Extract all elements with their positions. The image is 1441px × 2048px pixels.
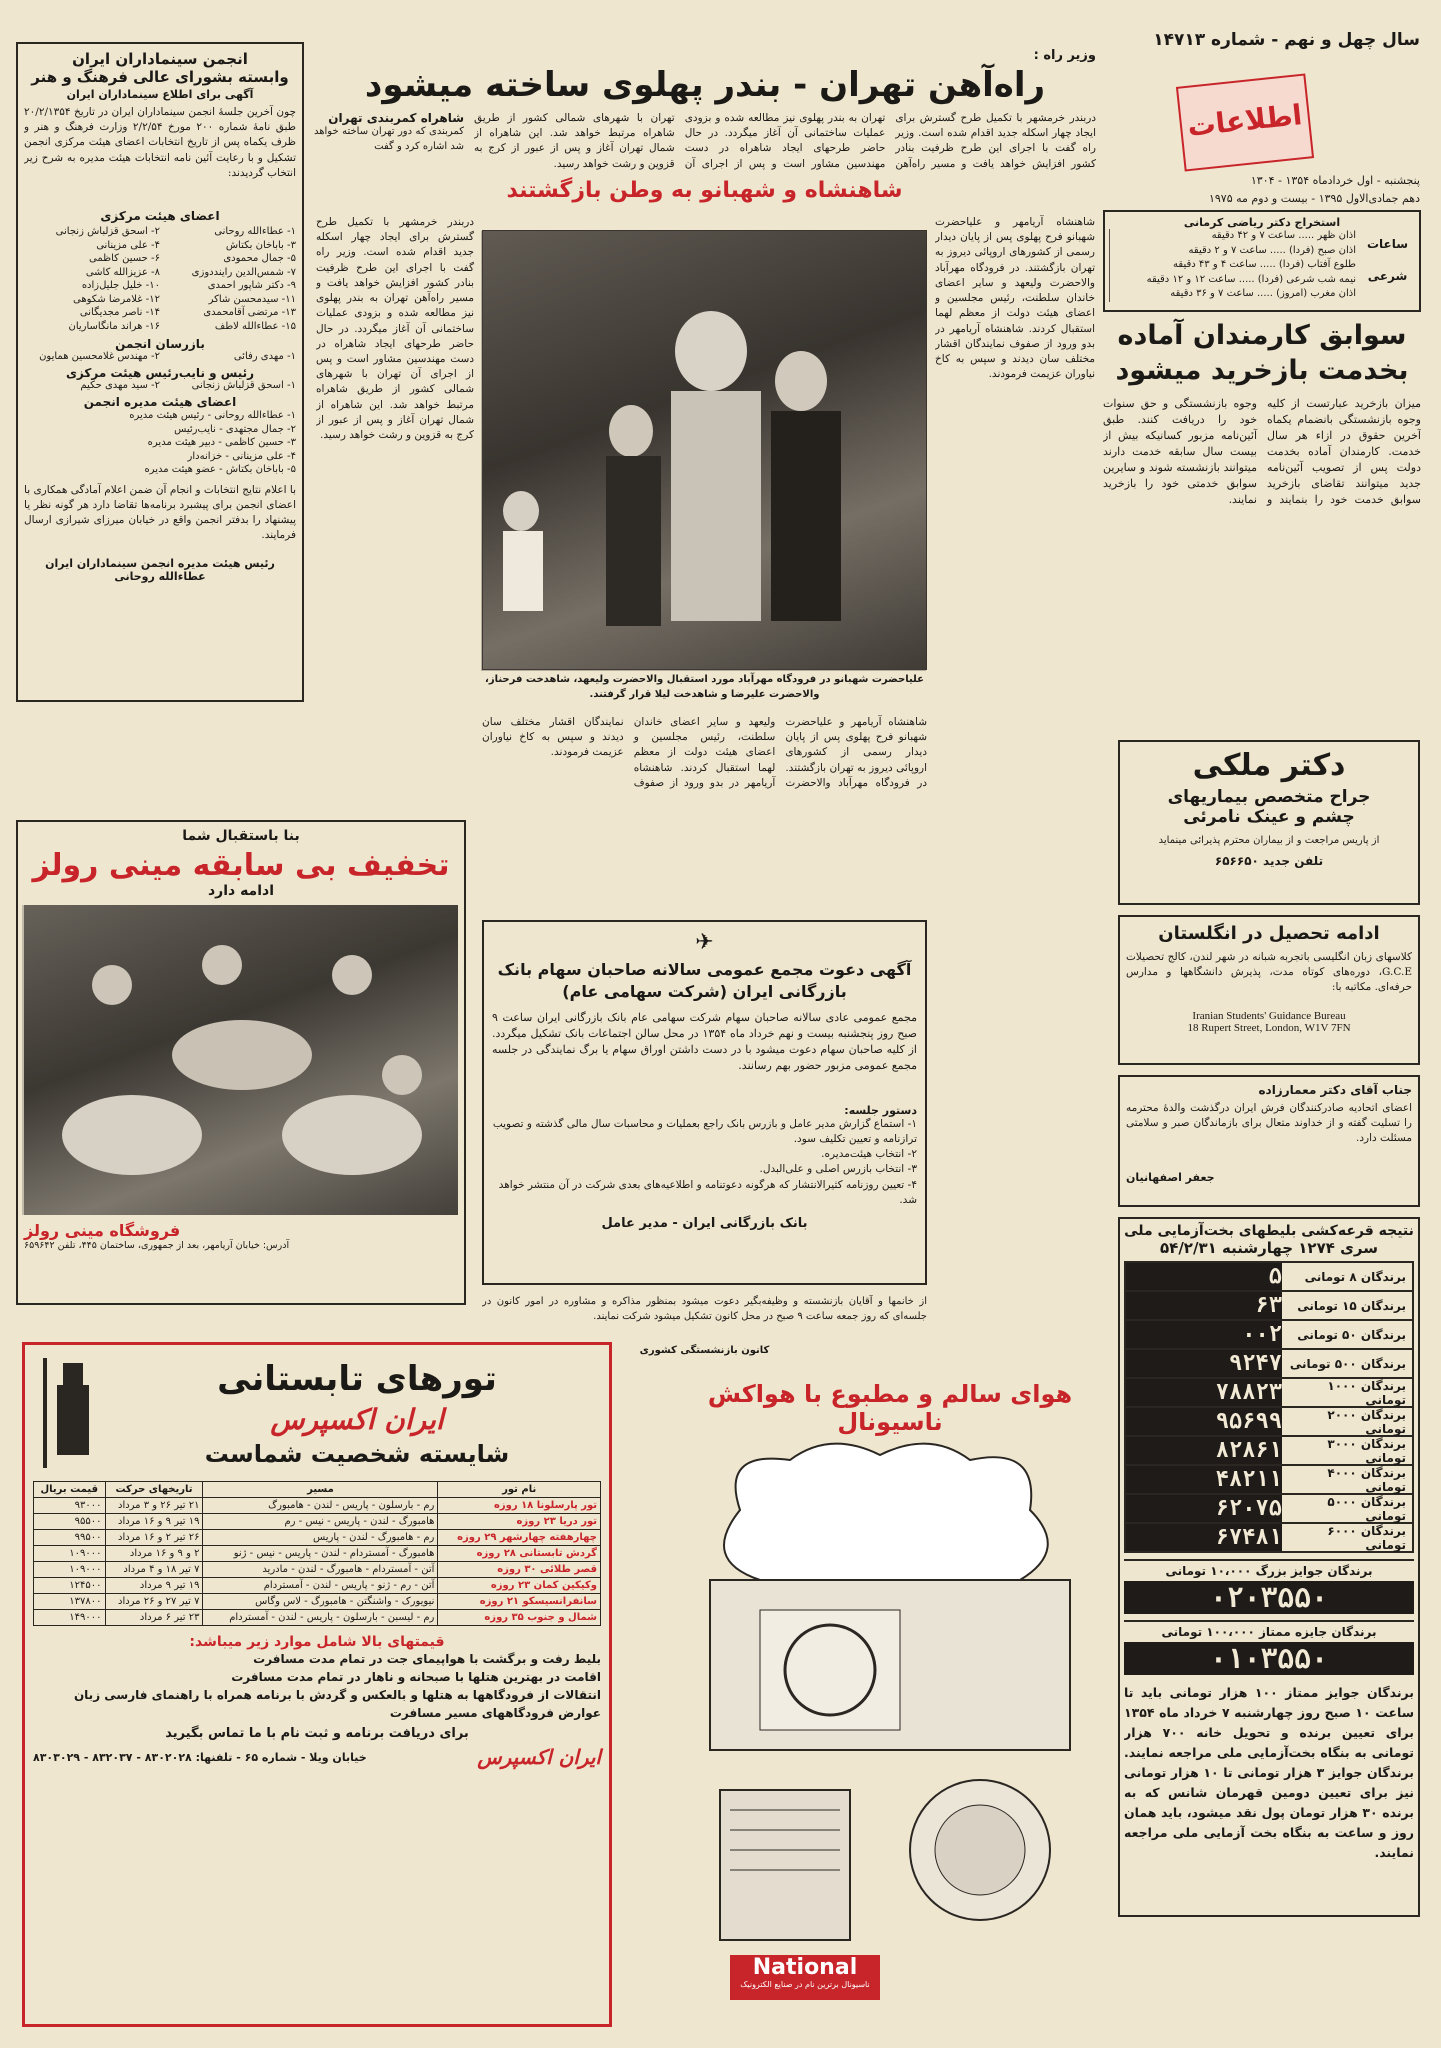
england-body: کلاسهای زبان انگلیسی باتجربه شبانه در شهر لندن، کالج تحصیلات G.C.E، دوره‌های کوتاه مدت، پذیرش دانشگاهها و مدارس حرفه‌ای. مکاتبه با: bbox=[1126, 951, 1412, 994]
include-item: انتقالات از فرودگاهها به هتلها و بالعکس و گردش با برنامه همراه با راهنمای فارسی زبان bbox=[73, 1688, 601, 1702]
lottery-number: ۵ bbox=[1126, 1263, 1282, 1290]
national-brand-sub: ناسیونال برترین نام در صنایع الکترونیک bbox=[740, 1980, 870, 1989]
national-fan-illustration bbox=[680, 1430, 1100, 1950]
notice-sign-2: عطاءالله روحانی bbox=[114, 569, 206, 583]
prayer-line: نیمه شب شرعی (فردا) ..... ساعت ۱۲ و ۱۲ دقیقه bbox=[1146, 273, 1356, 285]
member: ۷- شمس‌الدین راینددوزی bbox=[191, 266, 296, 278]
member: ۱۰- خلیل جلیل‌زاده bbox=[81, 280, 160, 291]
member: ۹- دکتر شاپور احمدی bbox=[207, 280, 296, 291]
tour-route: آتن - آمستردام - هامبورگ - لندن - مادرید bbox=[203, 1562, 438, 1578]
lottery-number: ۹۵۶۹۹ bbox=[1126, 1408, 1282, 1435]
prayer-times-box bbox=[1103, 210, 1421, 312]
lottery-label: برندگان ۸ تومانی bbox=[1304, 1269, 1406, 1284]
member: ۱۲- غلامرضا شکوهی bbox=[73, 293, 160, 305]
notice-title-1: انجمن سینماداران ایران bbox=[72, 50, 248, 68]
mini-rolls-photo bbox=[24, 905, 458, 1215]
prayer-label-hours: ساعات bbox=[1366, 237, 1409, 251]
fan-icon bbox=[680, 1430, 1100, 1950]
main-kicker: وزیر راه : bbox=[1033, 48, 1096, 63]
include-item: بلیط رفت و برگشت با هواپیمای جت در تمام مدت مسافرت bbox=[253, 1652, 601, 1666]
logo-text: اطلاعات bbox=[1185, 98, 1304, 143]
doctor-name: دکتر ملکی bbox=[1192, 748, 1346, 783]
bank-ad-title: آگهی دعوت مجمع عمومی سالانه صاحبان سهام بانک بازرگانی ایران (شرکت سهامی عام) bbox=[497, 960, 912, 1002]
notice-members-1 bbox=[24, 225, 296, 333]
mini-rolls-address: آدرس: خیابان آریامهر، بعد از جمهوری، ساختمان ۴۴۵، تلفن ۶۵۹۶۴۲ bbox=[24, 1240, 290, 1251]
date-line-2: دهم جمادی‌الاول ۱۳۹۵ - بیست و دوم مه ۱۹۷۵ bbox=[1208, 191, 1420, 205]
tours-title: تورهای تابستانی bbox=[217, 1358, 497, 1399]
tour-row bbox=[34, 1578, 601, 1594]
doctor-ad bbox=[1118, 740, 1420, 905]
tours-header: قیمت بریال bbox=[34, 1482, 106, 1498]
carpet-title: جناب آقای دکتر معمارزاده bbox=[1258, 1083, 1412, 1097]
lottery-row bbox=[1126, 1379, 1412, 1408]
iran-express-tours-ad bbox=[22, 1342, 612, 2027]
notice-members-2 bbox=[24, 351, 296, 362]
bank-logo-icon: ✈ bbox=[695, 930, 714, 955]
tour-dates: ۲۶ تیر ۲ و ۱۶ مرداد bbox=[105, 1530, 203, 1546]
mini-rolls-sub: ادامه دارد bbox=[207, 883, 275, 899]
employees-body: میزان بازخرید عبارتست از کلیه وجوه بازنشستگی بانضمام یکماه آخرین حقوق در ازاء هر سال خدمت. کارمندان آماده بخدمت دولت پس از تصویب آئین‌نامه جدید میتوانند تقاضای بازخرید سوابق خدمت خود را بنمایند و وجوه بازنشستگی و حق سنوات خود را دریافت کنند. طبق آئین‌نامه مزبور کسانیکه بیش از بیست سال سابقه خدمت دارند میتوانند بازنشسته شوند و سایرین سوابق خدمتی خود را بازخرید نمایند. bbox=[1103, 397, 1421, 506]
notice-section-3: رئیس و نایب‌رئیس هیئت مرکزی bbox=[65, 366, 255, 380]
england-address-1: Iranian Students' Guidance Bureau bbox=[1192, 1010, 1346, 1022]
lottery-number: ۴۸۲۱۱ bbox=[1126, 1466, 1282, 1493]
notice-members-4 bbox=[24, 409, 296, 477]
member: ۱- اسحق قزلباش زنجانی bbox=[191, 380, 296, 391]
lottery-number: ۹۲۴۷ bbox=[1126, 1350, 1282, 1377]
kids-cars-illustration bbox=[22, 905, 458, 1215]
lottery-label: برندگان ۲۰۰۰ تومانی bbox=[1327, 1407, 1406, 1436]
bank-agenda bbox=[492, 1117, 917, 1208]
prayer-line: اذان ظهر ..... ساعت ۷ و ۴۲ دقیقه bbox=[1211, 230, 1356, 241]
agenda-item: ۱- استماع گزارش مدیر عامل و بازرس بانک راجع بعملیات و محاسبات سال مالی گذشته و تصویب ترازنامه و تعیین تکلیف سود. bbox=[492, 1117, 917, 1145]
member: ۱- عطاءالله روحانی - رئیس هیئت مدیره bbox=[129, 410, 296, 421]
tours-includes-title: قیمتهای بالا شامل موارد زیر میباشد: bbox=[189, 1634, 445, 1650]
member: ۱۴- ناصر مجدیگانی bbox=[79, 307, 160, 318]
mini-rolls-ad bbox=[16, 820, 466, 1305]
tour-name: تور دریا ۲۳ روزه bbox=[438, 1514, 601, 1530]
prayer-label-sharia: شرعى bbox=[1367, 269, 1408, 283]
employees-article bbox=[1103, 318, 1421, 728]
lottery-number: ۶۲۰۷۵ bbox=[1126, 1495, 1282, 1522]
tour-route: هامبورگ - لندن - پاریس - نیس - رم bbox=[203, 1514, 438, 1530]
lottery-row bbox=[1126, 1321, 1412, 1350]
lottery-table bbox=[1124, 1261, 1414, 1553]
tour-price: ۹۹۵۰۰ bbox=[34, 1530, 106, 1546]
bank-agenda-title: دستور جلسه: bbox=[844, 1103, 917, 1117]
tour-dates: ۲۱ تیر ۲۶ و ۳ مرداد bbox=[105, 1498, 203, 1514]
doctor-phone: تلفن جدید ۶۵۶۶۵۰ bbox=[1214, 854, 1324, 868]
persian-soldier-icon bbox=[33, 1353, 113, 1473]
tours-includes bbox=[33, 1650, 601, 1722]
royal-photo bbox=[482, 230, 927, 670]
tour-name: قصر طلائی ۳۰ روزه bbox=[438, 1562, 601, 1578]
lottery-big1-number: ۰۲۰۳۵۵۰ bbox=[1124, 1581, 1414, 1614]
main-sub-2: کمربندی که دور تهران ساخته خواهد شد اشاره کرد و گفت bbox=[314, 126, 464, 152]
member: ۸- عزیزالله کاشی bbox=[85, 266, 160, 278]
lottery-label: برندگان ۳۰۰۰ تومانی bbox=[1327, 1436, 1406, 1465]
lottery-big2-number: ۰۱۰۳۵۵۰ bbox=[1124, 1642, 1414, 1675]
tour-name: سانفرانسیسکو ۲۱ روزه bbox=[438, 1594, 601, 1610]
tours-header: مسیر bbox=[203, 1482, 438, 1498]
notice-body: چون آخرین جلسهٔ انجمن سینماداران ایران در تاریخ ۲۰/۲/۱۳۵۴ طبق نامهٔ شماره ۲۰۰ مورخ ۲/۲/۵۴ وزارت فرهنگ و هنر و ظرف یکماه پس از تاریخ انتخابات اعضای هیئت مرکزی انجمن تشکیل و با رعایت آئین نامه انتخابات هیئت مدیره به شرح زیر انتخاب گردیدند: bbox=[24, 106, 296, 179]
pension-sign: کانون بازنشستگی کشوری bbox=[639, 1345, 770, 1356]
prayer-line: اذان صبح (فردا) ..... ساعت ۷ و ۲ دقیقه bbox=[1188, 244, 1356, 256]
doctor-title: جراح متخصص بیماریهای bbox=[1167, 787, 1371, 807]
member: ۴- علی مزینانی bbox=[96, 239, 160, 251]
royal-body-col: شاهنشاه آریامهر و علیاحضرت شهبانو فرح پهلوی پس از پایان دیدار رسمی از کشورهای اروپائی دیروز به تهران بازگشتند. در فرودگاه مهرآباد والاحضرت ولیعهد و سایر اعضای خاندان سلطنت، رئیس مجلسین و اعضای هیئت دولت از معظم لهما استقبال کردند. شاهنشاه آریامهر در بدو ورود از صفوف نمایندگان اقشار مختلف سان دیدند و سپس به کاخ نیاوران عزیمت فرمودند. bbox=[935, 216, 1095, 381]
lottery-row bbox=[1126, 1524, 1412, 1551]
lottery-subtitle: سری ۱۲۷۴ چهارشنبه ۵۴/۲/۳۱ bbox=[1160, 1239, 1378, 1257]
tour-route: آتن - رم - ژنو - پاریس - لندن - آمستردام bbox=[203, 1578, 438, 1594]
tour-row bbox=[34, 1610, 601, 1626]
prayer-title: استخراج دکتر رياضى كرمانى bbox=[1183, 216, 1341, 229]
tour-route: هامبورگ - آمستردام - لندن - پاریس - نیس - ژنو bbox=[203, 1546, 438, 1562]
tour-price: ۱۲۴۵۰۰ bbox=[34, 1578, 106, 1594]
lottery-label: برندگان ۱۰۰۰ تومانی bbox=[1327, 1378, 1406, 1407]
employees-headline: سوابق کارمندان آماده بخدمت بازخرید میشود bbox=[1115, 320, 1409, 387]
cinema-association-notice bbox=[16, 42, 304, 702]
agenda-item: ۲- انتخاب هیئت‌مدیره. bbox=[821, 1148, 917, 1161]
member: ۳- حسین کاظمی - دبیر هیئت مدیره bbox=[147, 437, 296, 448]
mini-rolls-shop: فروشگاه مینی رولز bbox=[24, 1221, 181, 1240]
lottery-row bbox=[1126, 1263, 1412, 1292]
tour-name: شمال و جنوب ۳۵ روزه bbox=[438, 1610, 601, 1626]
mini-rolls-kicker: بنا باستقبال شما bbox=[182, 828, 300, 844]
date-line-1: پنجشنبه - اول خردادماه ۱۳۵۴ - ۱۳۰۴ bbox=[1250, 174, 1420, 187]
tour-route: نیویورک - واشنگتن - هامبورگ - لاس وگاس bbox=[203, 1594, 438, 1610]
lottery-number: ۶۳ bbox=[1126, 1292, 1282, 1319]
pension-body: از خانمها و آقایان بازنشسته و وظیفه‌بگیر دعوت میشود بمنظور مذاکره و مشاوره در امور کانون در جلسه‌ای که روز جمعه ساعت ۹ صبح در محل کانون تشکیل میشود شرکت نمایند. bbox=[482, 1296, 927, 1322]
lottery-number: ۶۷۴۸۱ bbox=[1126, 1524, 1282, 1551]
royal-body-cols: شاهنشاه آریامهر و علیاحضرت شهبانو فرح پهلوی پس از پایان دیدار رسمی از کشورهای اروپائی دیروز به تهران بازگشتند. در فرودگاه مهرآباد والاحضرت ولیعهد و سایر اعضای خاندان سلطنت، رئیس مجلسین و اعضای هیئت دولت از معظم لهما استقبال کردند. شاهنشاه آریامهر در بدو ورود از صفوف نمایندگان اقشار مختلف سان دیدند و سپس به کاخ نیاوران عزیمت فرمودند. bbox=[482, 716, 927, 789]
main-story bbox=[314, 48, 1096, 198]
tour-price: ۱۳۷۸۰۰ bbox=[34, 1594, 106, 1610]
doctor-note: از پاریس مراجعت و از بیماران محترم پذیرائی مینماید bbox=[1158, 835, 1380, 846]
agenda-item: ۴- تعیین روزنامه کثیرالانتشار که هرگونه دعوتنامه و اطلاعیه‌های بعدی شرکت در آن منتشر خواهد شد. bbox=[498, 1178, 917, 1206]
england-headline: ادامه تحصیل در انگلستان bbox=[1158, 923, 1380, 944]
member: ۵- باباخان بکتاش - عضو هیئت مدیره bbox=[144, 464, 296, 475]
tour-row bbox=[34, 1546, 601, 1562]
bank-assembly-ad bbox=[482, 920, 927, 1285]
lottery-title: نتیجه قرعه‌کشی بلیطهای بخت‌آزمایی ملی bbox=[1124, 1223, 1414, 1239]
notice-title-2: وابسته بشورای عالی فرهنگ و هنر bbox=[31, 68, 289, 86]
lottery-label: برندگان ۶۰۰۰ تومانی bbox=[1327, 1523, 1406, 1552]
tour-route: رم - هامبورگ - لندن - پاریس bbox=[203, 1530, 438, 1546]
tour-price: ۱۰۹۰۰۰ bbox=[34, 1562, 106, 1578]
lottery-big2-label: برندگان جایزه ممتاز ۱۰۰،۰۰۰ تومانی bbox=[1124, 1620, 1414, 1639]
year-issue bbox=[1105, 30, 1420, 70]
member: ۱۱- سیدمحسن شاکر bbox=[208, 293, 296, 305]
member: ۱- مهدی رفائی bbox=[233, 351, 296, 362]
tour-name: چهارهفته چهارشهر ۲۹ روزه bbox=[438, 1530, 601, 1546]
lottery-big1-label: برندگان جوایز بزرگ ۱۰،۰۰۰ تومانی bbox=[1124, 1559, 1414, 1578]
agenda-item: ۳- انتخاب بازرس اصلی و علی‌البدل. bbox=[759, 1163, 917, 1176]
lottery-label: برندگان ۱۵ تومانی bbox=[1297, 1298, 1406, 1313]
lottery-number: ۰۰۲ bbox=[1126, 1321, 1282, 1348]
tour-price: ۹۳۰۰۰ bbox=[34, 1498, 106, 1514]
royal-headline: شاهنشاه و شهبانو به وطن بازگشتند bbox=[506, 178, 903, 203]
prayer-line: طلوع آفتاب (فردا) ..... ساعت ۴ و ۴۳ دقیقه bbox=[1173, 259, 1356, 270]
lottery-row bbox=[1126, 1466, 1412, 1495]
tour-row bbox=[34, 1562, 601, 1578]
notice-members-3 bbox=[24, 380, 296, 391]
lottery-row bbox=[1126, 1408, 1412, 1437]
national-headline-block bbox=[680, 1380, 1100, 1436]
member: ۲- جمال مجتهدی - نایب‌رئیس bbox=[174, 423, 296, 435]
bank-ad-body: مجمع عمومی عادی سالانه صاحبان سهام شرکت سهامی عام بانک بازرگانی ایران ساعت ۹ صبح روز پنجشنبه بیست و نهم خرداد ماه ۱۳۵۴ در محل سالن اجتماعات بانک تشکیل میگردد. از کلیه صاحبان سهام دعوت میشود با در دست داشتن اوراق سهام یا برگ نمایندگی در جلسه مجمع عمومی مزبور حضور بهم رسانند. bbox=[492, 1010, 917, 1072]
tours-brand: ایران اکسپرس bbox=[270, 1402, 444, 1436]
tour-dates: ۱۹ تیر ۹ مرداد bbox=[105, 1578, 203, 1594]
member: ۱۵- عطاءالله لاطف bbox=[214, 320, 296, 332]
tour-price: ۱۰۹۰۰۰ bbox=[34, 1546, 106, 1562]
tour-price: ۹۵۵۰۰ bbox=[34, 1514, 106, 1530]
carpet-body: اعضای اتحادیه صادرکنندگان فرش ایران درگذشت والدهٔ محترمه را تسلیت گفته و از خداوند متعال برای بازماندگان صبر و سلامتی مسئلت دارد. bbox=[1126, 1102, 1412, 1145]
tour-row bbox=[34, 1498, 601, 1514]
tour-name: وکیکین کمان ۲۳ روزه bbox=[438, 1578, 601, 1594]
tour-row bbox=[34, 1530, 601, 1546]
doctor-title-2: چشم و عینک نامرئی bbox=[1183, 807, 1355, 827]
tours-brand-footer: ایران اکسپرس bbox=[477, 1745, 601, 1769]
national-headline: هوای سالم و مطبوع با هواکش ناسیونال bbox=[707, 1380, 1073, 1436]
tour-dates: ۱۹ تیر ۹ و ۱۶ مرداد bbox=[105, 1514, 203, 1530]
main-body: دربندر خرمشهر با تکمیل طرح گسترش برای ایجاد چهار اسکله جدید اقدام شده است. وزیر راه گفت با اجرای این طرح ظرفیت بنادر کشور افزایش خواهد یافت و مسیر راه‌آهن تهران به بندر پهلوی نیز مطالعه شده و بزودی عملیات ساختمانی آن آغاز میگردد. در حال حاضر طرحهای ایجاد شاهراه در دست مهندسین مشاور است و پس از اجرای آن تهران با شهرهای شمالی کشور از طریق شاهراه مرتبط خواهد شد. این شاهراه از شمال تهران آغاز و پس از عبور از کرج به قزوین و رشت خواهد رسید. bbox=[474, 112, 1096, 170]
lottery-number: ۸۲۸۶۱ bbox=[1126, 1437, 1282, 1464]
tour-price: ۱۴۹۰۰۰ bbox=[34, 1610, 106, 1626]
member: ۲- اسحق قزلباش زنجانی bbox=[55, 226, 160, 237]
member: ۴- علی مزینانی - خزانه‌دار bbox=[187, 450, 296, 462]
national-brand: National bbox=[752, 1955, 858, 1980]
lottery-label: برندگان ۵۰۰۰ تومانی bbox=[1327, 1494, 1406, 1523]
tours-header: تاریخهای حرکت bbox=[105, 1482, 203, 1498]
tour-name: تور پارسلونا ۱۸ روزه bbox=[438, 1498, 601, 1514]
tour-dates: ۲۳ تیر ۶ مرداد bbox=[105, 1610, 203, 1626]
year-issue-text: سال چهل و نهم - شماره ۱۴۷۱۳ bbox=[1153, 30, 1420, 50]
member: ۱۳- مرتضی آقامحمدی bbox=[203, 307, 296, 318]
royal-headline-block bbox=[482, 178, 927, 216]
lottery-row bbox=[1126, 1437, 1412, 1466]
tours-slogan: شایسته شخصیت شماست bbox=[204, 1439, 510, 1468]
notice-section-4: اعضای هیئت مدیره انجمن bbox=[83, 395, 237, 409]
main-headline: راه‌آهن تهران - بندر پهلوی ساخته میشود bbox=[364, 65, 1046, 105]
tour-row bbox=[34, 1594, 601, 1610]
tour-dates: ۷ تیر ۲۷ و ۲۶ مرداد bbox=[105, 1594, 203, 1610]
tour-route: رم - لیسبن - بارسلون - پاریس - لندن - آمستردام bbox=[203, 1610, 438, 1626]
england-ad bbox=[1118, 915, 1420, 1065]
lottery-row bbox=[1126, 1292, 1412, 1321]
notice-subtitle: آگهی برای اطلاع سینماداران ایران bbox=[66, 88, 254, 101]
ettelaat-logo bbox=[1176, 73, 1314, 171]
tour-route: رم - بارسلون - پاریس - لندن - هامبورگ bbox=[203, 1498, 438, 1514]
tours-header: نام تور bbox=[438, 1482, 601, 1498]
tour-dates: ۷ تیر ۱۸ و ۴ مرداد bbox=[105, 1562, 203, 1578]
member: ۲- مهندس غلامحسین همایون bbox=[39, 351, 160, 362]
tour-row bbox=[34, 1514, 601, 1530]
royal-photo-figures bbox=[481, 231, 926, 671]
england-address-2: 18 Rupert Street, London, W1V 7FN bbox=[1187, 1022, 1351, 1034]
bank-ad-sign: بانک بازرگانی ایران - مدیر عامل bbox=[601, 1216, 808, 1232]
member: ۲- سید مهدی حکیم bbox=[80, 380, 160, 391]
national-logo bbox=[730, 1955, 880, 2000]
tour-name: گردش تابستانی ۲۸ روزه bbox=[438, 1546, 601, 1562]
notice-section-2: بازرسان انجمن bbox=[115, 337, 205, 351]
member: ۱- عطاءالله روحانی bbox=[214, 226, 296, 237]
lottery-label: برندگان ۵۰ تومانی bbox=[1297, 1327, 1406, 1342]
notice-section-1: اعضای هیئت مرکزی bbox=[100, 209, 220, 223]
lottery-row bbox=[1126, 1495, 1412, 1524]
main-sub-1: شاهراه کمربندی تهران bbox=[328, 111, 464, 125]
tours-contact: برای دریافت برنامه و ثبت نام با ما تماس بگیرید bbox=[165, 1726, 469, 1741]
tours-address: خیابان ویلا - شماره ۶۵ - تلفنها: ۸۳۰۲۰۲۸ - ۸۳۲۰۳۷ - ۸۳۰۳۰۲۹ bbox=[33, 1750, 367, 1764]
member: ۶- حسین کاظمی bbox=[89, 253, 160, 264]
lottery-label: برندگان ۴۰۰۰ تومانی bbox=[1327, 1465, 1406, 1494]
main-body-col-2: دربندر خرمشهر با تکمیل طرح گسترش برای ایجاد چهار اسکله جدید اقدام شده است. وزیر راه گفت با اجرای این طرح ظرفیت بنادر کشور افزایش خواهد یافت و مسیر راه‌آهن تهران به بندر پهلوی نیز مطالعه شده و بزودی عملیات ساختمانی آن آغاز میگردد. در حال حاضر طرحهای ایجاد شاهراه در دست مهندسین مشاور است و پس از اجرای آن تهران با شهرهای شمالی کشور از طریق شاهراه مرتبط خواهد شد. این شاهراه از شمال تهران آغاز و پس از عبور از کرج به قزوین و رشت خواهد رسید. bbox=[316, 216, 474, 442]
lottery-note: برندگان جوایز ممتاز ۱۰۰ هزار تومانی باید تا ساعت ۱۰ صبح روز چهارشنبه ۷ خرداد ماه ۱۳۵۴ برای تعیین برنده و تحویل خانه ۷۰۰ هزار تومانی به بنگاه بخت‌آزمایی ملی مراجعه نمایند. برندگان جوایز ۳ هزار تومانی تا ۱۰ هزار تومانی نیز برای تعیین دومین قهرمان شانس که به برنده ۳۰ هزار تومان پول نقد میشود، باید همان روز و ساعت به بنگاه بخت آزمایی ملی مراجعه نمایند. bbox=[1124, 1685, 1414, 1860]
prayer-line: اذان مغرب (امروز) ..... ساعت ۷ و ۳۶ دقیقه bbox=[1170, 288, 1356, 299]
member: ۳- باباخان بکتاش bbox=[225, 239, 296, 251]
lottery-label: برندگان ۵۰۰ تومانی bbox=[1289, 1356, 1406, 1371]
notice-sign-1: رئیس هیئت مدیره انجمن سینماداران ایران bbox=[45, 556, 275, 570]
tour-dates: ۲ و ۹ و ۱۶ مرداد bbox=[105, 1546, 203, 1562]
member: ۱۶- هراند مانگاساریان bbox=[68, 320, 160, 332]
member: ۵- جمال محمودی bbox=[223, 253, 296, 264]
royal-caption: علیاحضرت شهبانو در فرودگاه مهرآباد مورد استقبال والاحضرت ولیعهد، شاهدخت فرحناز، والاحضرت علیرضا و شاهدخت لیلا قرار گرفتند. bbox=[485, 674, 924, 700]
lottery-results bbox=[1118, 1217, 1420, 1917]
tours-table bbox=[33, 1481, 601, 1626]
carpet-notice bbox=[1118, 1075, 1420, 1207]
mini-rolls-headline: تخفیف بی سابقه مینی رولز bbox=[32, 848, 450, 883]
notice-body-2: با اعلام نتایج انتخابات و انجام آن ضمن اعلام آمادگی همکاری با اعضای انجمن برای پیشبرد برنامه‌ها تقاضا دارد هر گونه نظر یا پیشنهاد را بدفتر انجمن واقع در خیابان میرزای شیرازی ارسال فرمایند. bbox=[24, 483, 296, 542]
lottery-number: ۷۸۸۲۳ bbox=[1126, 1379, 1282, 1406]
carpet-sign: جعفر اصفهانیان bbox=[1126, 1171, 1215, 1184]
include-item: عوارض فرودگاههای مسیر مسافرت bbox=[389, 1706, 601, 1720]
include-item: اقامت در بهترین هتلها با صبحانه و ناهار در تمام مدت مسافرت bbox=[231, 1670, 601, 1684]
lottery-row bbox=[1126, 1350, 1412, 1379]
